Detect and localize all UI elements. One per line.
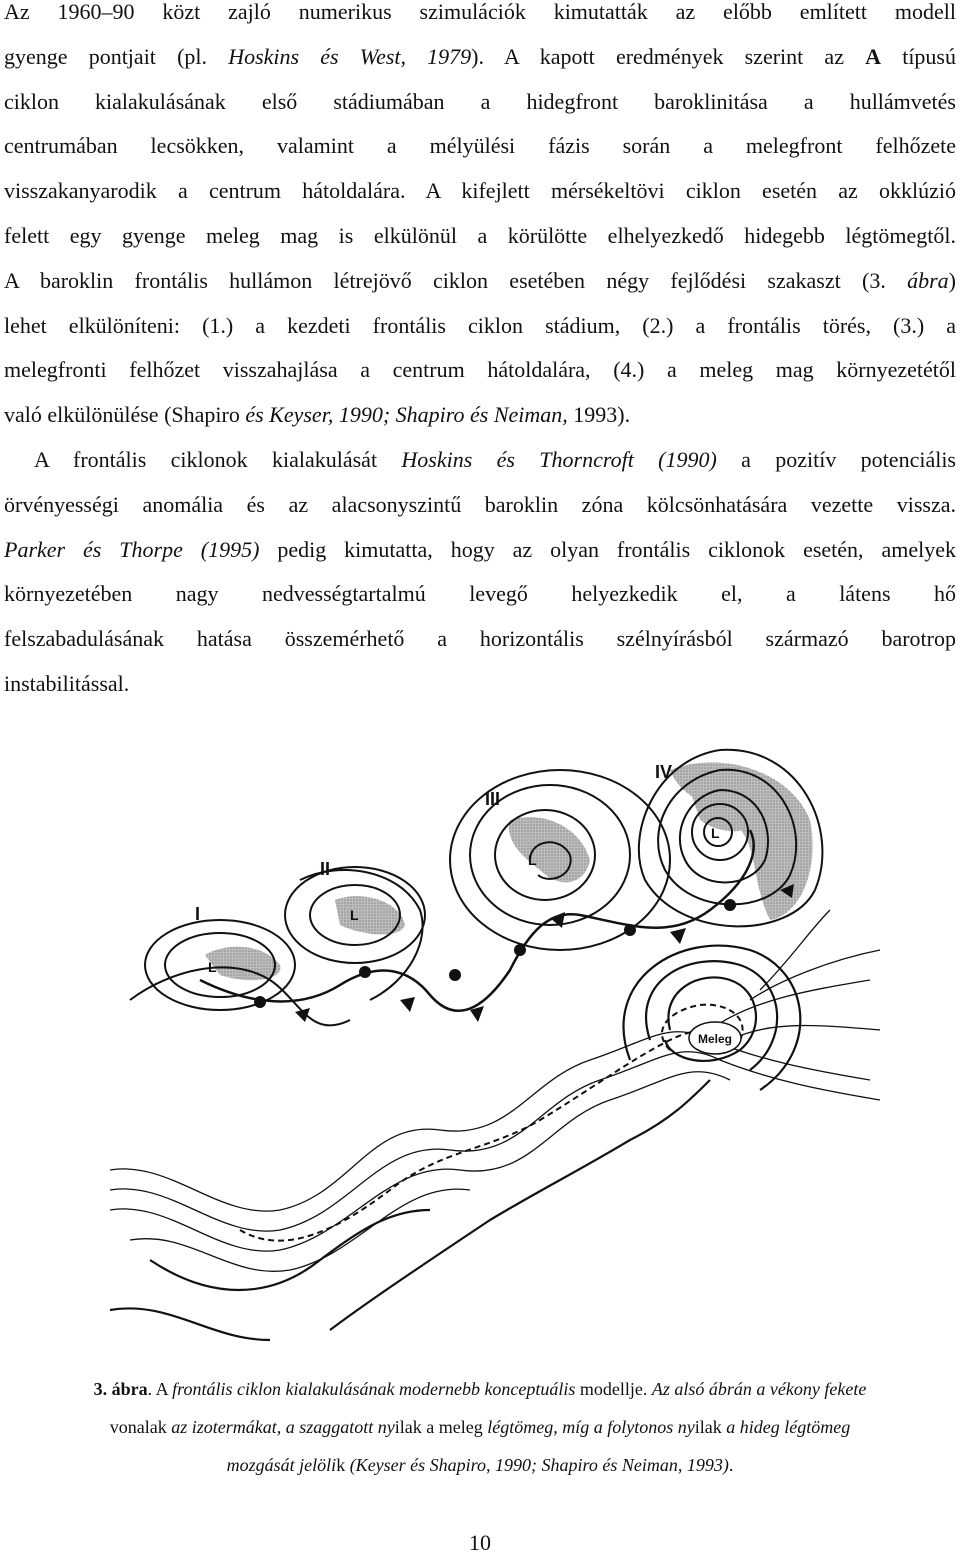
caption-segment: modellje. <box>575 1379 652 1399</box>
text-line <box>4 528 956 573</box>
text-segment: Hoskins és Thorncroft (1990) <box>401 447 717 472</box>
caption-segment: k <box>336 1455 350 1475</box>
figure-caption <box>20 1370 940 1484</box>
cyclone-model-diagram <box>110 740 910 1380</box>
stage-labels <box>195 762 672 924</box>
text-line <box>4 169 956 214</box>
low-label-I: L <box>208 959 217 975</box>
caption-segment: az izotermákat, a szaggatott ny <box>171 1417 395 1437</box>
text-segment: ábra <box>907 267 949 293</box>
low-labels <box>208 825 720 975</box>
text-line <box>4 617 956 662</box>
text-segment: 1993). <box>567 402 631 428</box>
caption-segment: frontális ciklon kialakulásának modernebb konceptuális <box>172 1379 576 1399</box>
text-segment: ciklon kialakulásának első stádiumában a hidegfront baroklinitása a hullámvetés <box>4 88 956 114</box>
caption-segment: . <box>728 1455 734 1475</box>
text-segment: Parker és Thorpe (1995) <box>4 536 260 562</box>
caption-line <box>20 1446 940 1484</box>
stage-label-II: II <box>320 859 331 879</box>
text-segment: gyenge pontjait (pl. <box>4 43 229 69</box>
text-line <box>4 483 956 528</box>
caption-segment: (Keyser és Shapiro, 1990; Shapiro és Neiman, 1993) <box>349 1455 729 1475</box>
caption-segment: . A <box>147 1379 173 1399</box>
text-segment: instabilitással. <box>4 670 130 696</box>
text-segment: való elkülönülése (Shapiro <box>4 402 246 428</box>
stage-II-contours <box>285 867 425 1000</box>
text-segment: környezetében nagy nedvességtartalmú levegő helyezkedik el, a látens hő <box>4 581 956 607</box>
text-segment: felszabadulásának hatása összemérhető a horizontális szélnyírásból származó barotrop <box>4 626 956 652</box>
text-segment: melegfronti felhőzet visszahajlása a centrum hátoldalára, (4.) a meleg mag környezetétől <box>4 357 956 383</box>
caption-segment: vonalak <box>109 1417 172 1437</box>
low-label-II: L <box>350 907 359 923</box>
text-line <box>4 438 956 483</box>
caption-segment: légtömeg, míg a folytonos ny <box>487 1417 695 1437</box>
text-line <box>4 124 956 169</box>
caption-segment: ilak a meleg <box>394 1417 488 1437</box>
cold-airflow <box>110 946 800 1340</box>
text-line <box>4 214 956 259</box>
caption-segment: 3. ábra <box>93 1379 148 1399</box>
text-line <box>4 304 956 349</box>
caption-segment: a hideg légtömeg <box>726 1417 851 1437</box>
text-segment: centrumában lecsökken, valamint a mélyülési fázis során a melegfront felhőzete <box>4 133 956 159</box>
text-line <box>4 662 956 707</box>
paragraph-1 <box>4 0 956 438</box>
caption-segment: mozgását jelöli <box>226 1455 337 1475</box>
text-line <box>4 572 956 617</box>
text-segment: visszakanyarodik a centrum hátoldalára. A kifejlett mérsékeltövi ciklon esetén az okklúzió <box>4 178 956 204</box>
low-label-III: L <box>528 852 537 868</box>
stage-label-I: I <box>195 904 201 924</box>
text-segment: Az 1960–90 közt zajló numerikus szimulációk kimutatták az előbb említett modell <box>4 0 956 24</box>
text-line <box>4 259 956 304</box>
caption-line <box>20 1408 940 1446</box>
text-segment: és Keyser, 1990; Shapiro és Neiman, <box>245 402 568 428</box>
stage-label-IV: IV <box>655 762 673 782</box>
figure-3 <box>110 740 910 1380</box>
caption-segment: ilak <box>694 1417 727 1437</box>
text-segment: A <box>865 43 882 69</box>
text-line <box>4 348 956 393</box>
stage-label-III: III <box>485 789 501 809</box>
text-segment: Hoskins és West, 1979 <box>228 43 472 69</box>
low-label-IV: L <box>711 825 720 841</box>
text-segment: örvényességi anomália és az alacsonyszintű baroklin zóna kölcsönhatására vezette vissza. <box>4 491 956 517</box>
text-segment: felett egy gyenge meleg mag is elkülönül a körülötte elhelyezkedő hidegebb légtömegtől. <box>4 222 956 248</box>
page-number: 10 <box>469 1530 491 1555</box>
text-line <box>4 393 956 438</box>
paragraph-2 <box>4 438 956 707</box>
text-segment: pedig kimutatta, hogy az olyan frontális ciklonok esetén, amelyek <box>259 536 956 562</box>
text-segment: ). A kapott eredmények szerint az <box>471 43 866 69</box>
text-segment: lehet elkülöníteni: (1.) a kezdeti frontális ciklon stádium, (2.) a frontális törés, (3.) a <box>4 312 956 338</box>
text-segment: ) <box>948 267 956 293</box>
text-segment: A frontális ciklonok kialakulását <box>34 447 402 472</box>
caption-segment: Az alsó ábrán a vékony fekete <box>651 1379 867 1399</box>
text-segment: A baroklin frontális hullámon létrejövő ciklon esetében négy fejlődési szakaszt (3. <box>4 267 908 293</box>
caption-line <box>20 1370 940 1408</box>
warm-core-label: Meleg <box>697 1032 733 1046</box>
text-segment: a pozitív potenciális <box>716 447 956 472</box>
text-line <box>4 0 956 35</box>
text-segment: típusú <box>881 43 956 69</box>
text-line <box>4 80 956 125</box>
text-line <box>4 35 956 80</box>
